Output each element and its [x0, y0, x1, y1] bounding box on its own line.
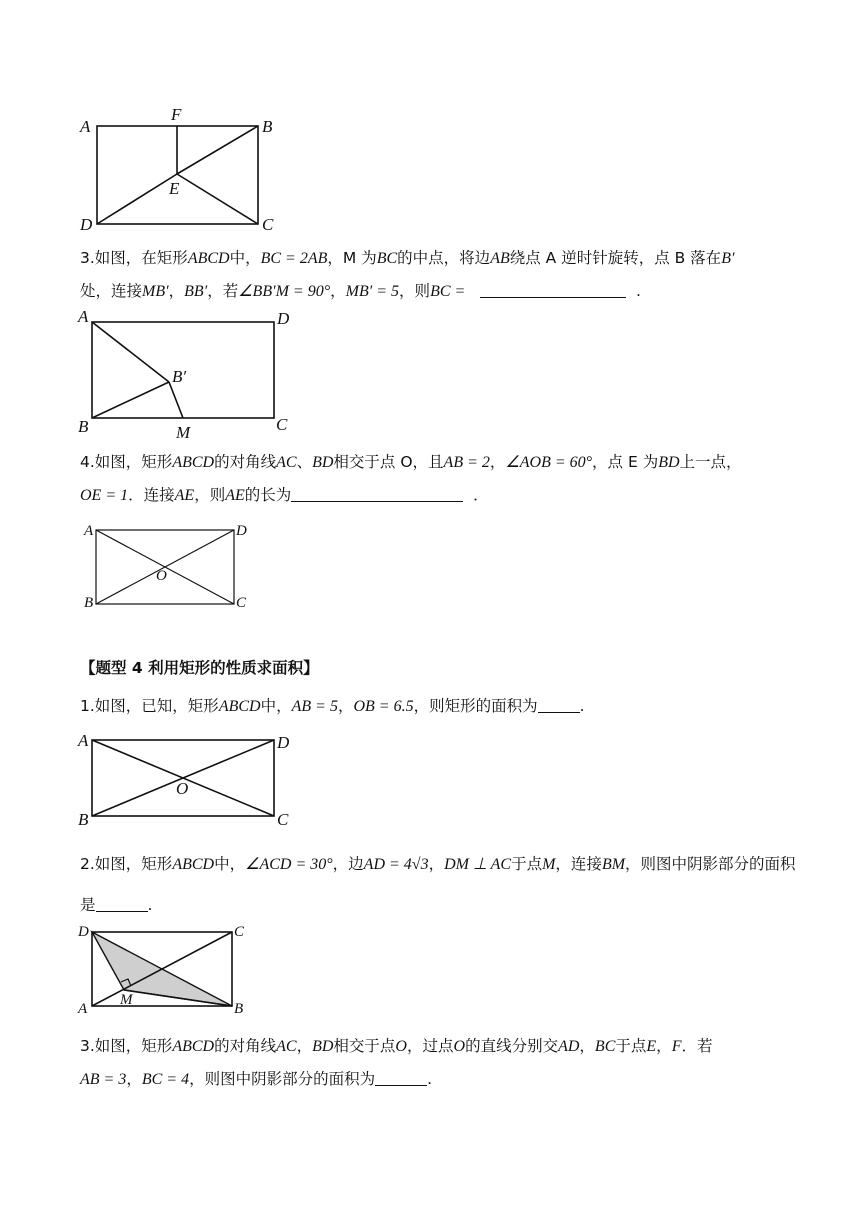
- segment-ab-prime: [92, 322, 169, 382]
- label-c: C: [276, 415, 288, 434]
- label-d: D: [277, 309, 290, 328]
- label-b-prime: B′: [172, 367, 187, 386]
- label-f: F: [171, 105, 182, 124]
- label-c: C: [262, 215, 274, 234]
- label-e: E: [169, 179, 180, 198]
- answer-blank[interactable]: [375, 1067, 427, 1086]
- q3-number: 3.: [80, 249, 95, 267]
- label-a: A: [78, 731, 89, 750]
- figure-shaded: [76, 918, 276, 1018]
- segment-ec: [177, 174, 258, 224]
- label-b: B: [234, 1001, 244, 1017]
- segment-de: [97, 174, 177, 224]
- figure-diagonals-small: [80, 518, 260, 612]
- p1-number: 1.: [80, 697, 95, 715]
- label-c: C: [236, 595, 247, 611]
- label-a: A: [78, 1001, 88, 1017]
- figure-diagonals-large: [76, 728, 306, 832]
- label-d: D: [236, 523, 247, 539]
- answer-blank[interactable]: [480, 279, 626, 298]
- label-c: C: [234, 924, 245, 940]
- label-b: B: [78, 417, 89, 436]
- label-o: O: [156, 568, 167, 584]
- answer-blank[interactable]: [538, 694, 580, 713]
- label-c: C: [277, 810, 289, 829]
- segment-eb: [177, 126, 258, 174]
- label-b: B: [262, 117, 273, 136]
- p2-number: 2.: [80, 855, 95, 873]
- problem-3: 3.如图，矩形ABCD的对角线AC，BD相交于点O，过点O的直线分别交AD，BC于点E，F．若 AB = 3，BC = 4，则图中阴影部分的面积为 .: [80, 1037, 713, 1088]
- label-d: D: [78, 924, 89, 940]
- label-d: D: [80, 215, 93, 234]
- label-b: B: [84, 595, 94, 611]
- figure-rectangle-fe: [78, 104, 288, 234]
- question-3: 3.如图，在矩形ABCD中，BC = 2AB，M 为BC的中点，将边AB绕点 A 逆时针旋转，点 B 落在B′ 处，连接MB′，BB′，若∠BB′M = 90°，MB′ = 5，则BC = .: [80, 249, 735, 300]
- figure-rotation: [76, 308, 306, 442]
- answer-blank[interactable]: [96, 893, 148, 912]
- label-a: A: [78, 307, 89, 326]
- segment-bprime-m: [169, 382, 183, 418]
- label-m: M: [120, 992, 133, 1008]
- problem-1: 1.如图，已知，矩形ABCD中，AB = 5，OB = 6.5，则矩形的面积为 .: [80, 690, 800, 723]
- label-a: A: [84, 523, 94, 539]
- label-m: M: [176, 423, 191, 442]
- segment-b-bprime: [92, 382, 169, 418]
- q4-number: 4.: [80, 453, 95, 471]
- label-d: D: [277, 733, 290, 752]
- p3-number: 3.: [80, 1037, 95, 1055]
- label-b: B: [78, 810, 89, 829]
- answer-blank[interactable]: [291, 483, 463, 502]
- label-a: A: [80, 117, 91, 136]
- label-o: O: [176, 779, 189, 798]
- section-heading: 【题型 4 利用矩形的性质求面积】: [80, 659, 319, 677]
- problem-2: 2.如图，矩形ABCD中，∠ACD = 30°，边AD = 4√3，DM ⊥ AC于点M，连接BM，则图中阴影部分的面积是 .: [80, 855, 796, 914]
- question-4: 4.如图，矩形ABCD的对角线AC、BD相交于点 O，且AB = 2，∠AOB = 60°，点 E 为BD上一点， OE = 1．连接AE，则AE的长为 ．: [80, 453, 742, 504]
